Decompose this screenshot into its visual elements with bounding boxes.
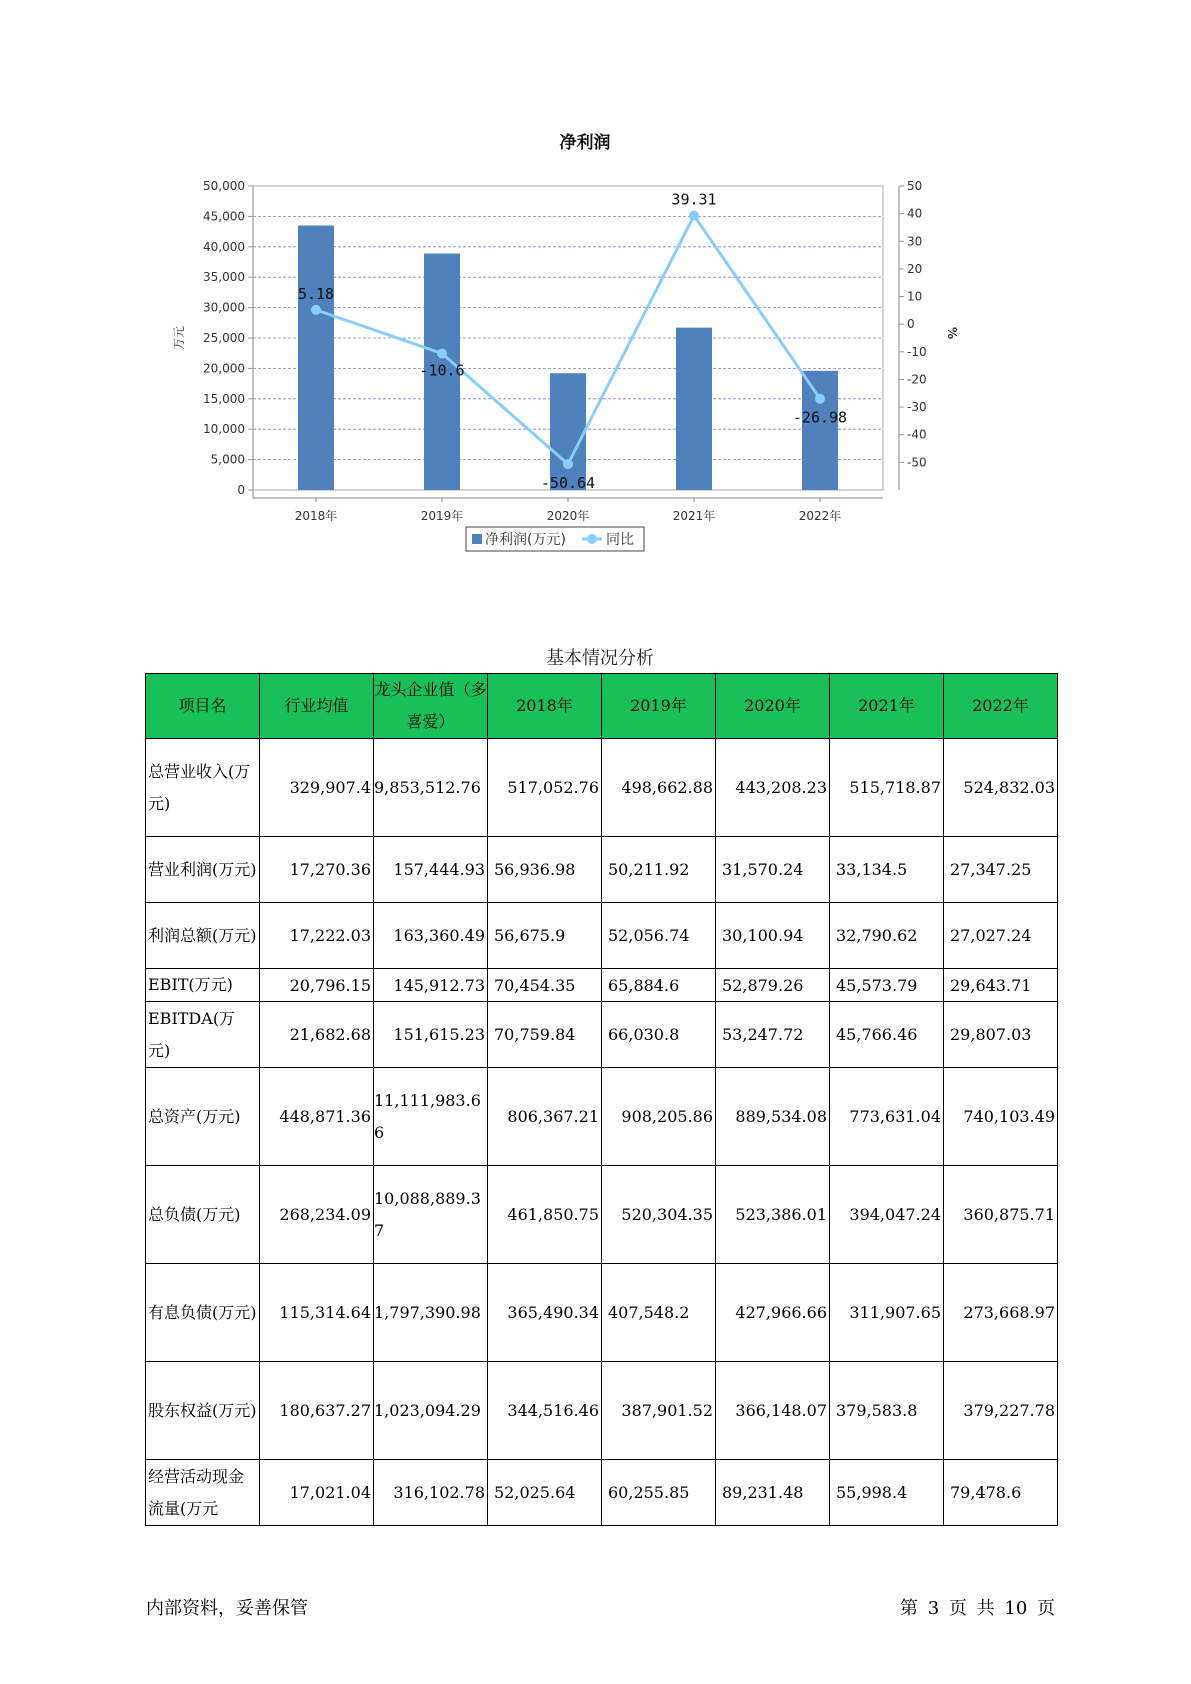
y-axis-label: 万元 [172, 325, 186, 351]
row-label-cell: 利润总额(万元) [146, 903, 260, 969]
row-label-cell: 有息负债(万元) [146, 1264, 260, 1362]
table-cell: 394,047.24 [830, 1166, 944, 1264]
table-cell: 316,102.78 [374, 1460, 488, 1526]
table-cell: 461,850.75 [488, 1166, 602, 1264]
table-cell: 180,637.27 [260, 1362, 374, 1460]
table-header-cell: 项目名 [146, 674, 260, 739]
table-header-cell: 2022年 [944, 674, 1058, 739]
row-label-cell: 经营活动现金流量(万元 [146, 1460, 260, 1526]
yoy-point [815, 394, 825, 404]
table-cell: 11,111,983.66 [374, 1068, 488, 1166]
bar [802, 371, 838, 490]
table-cell: 163,360.49 [374, 903, 488, 969]
net-profit-chart [170, 135, 990, 595]
table-cell: 31,570.24 [716, 837, 830, 903]
legend-label-bar: 净利润(万元) [485, 532, 566, 548]
yoy-data-label: -10.6 [419, 361, 465, 380]
table-header-cell: 2018年 [488, 674, 602, 739]
y2-tick-label: -20 [907, 372, 927, 387]
table-cell: 311,907.65 [830, 1264, 944, 1362]
table-cell: 145,912.73 [374, 969, 488, 1002]
table-cell: 427,966.66 [716, 1264, 830, 1362]
bar [676, 328, 712, 490]
table-cell: 27,347.25 [944, 837, 1058, 903]
chart-title: 净利润 [559, 133, 611, 153]
y-tick-label: 40,000 [203, 239, 245, 254]
y2-tick-label: -40 [907, 427, 927, 442]
footer-page-number: 第 3 页 共 10 页 [900, 1598, 1055, 1619]
table-cell: 52,056.74 [602, 903, 716, 969]
table-cell: 387,901.52 [602, 1362, 716, 1460]
row-label-cell: 总营业收入(万元) [146, 739, 260, 837]
table-cell: 517,052.76 [488, 739, 602, 837]
table-row [146, 1002, 1058, 1068]
table-cell: 89,231.48 [716, 1460, 830, 1526]
table-header-cell: 2020年 [716, 674, 830, 739]
table-cell: 10,088,889.37 [374, 1166, 488, 1264]
y2-tick-label: -30 [907, 400, 927, 415]
table-cell: 21,682.68 [260, 1002, 374, 1068]
yoy-data-label: -26.98 [792, 408, 848, 427]
table-row [146, 969, 1058, 1002]
table-cell: 773,631.04 [830, 1068, 944, 1166]
table-row [146, 1460, 1058, 1526]
table-cell: 448,871.36 [260, 1068, 374, 1166]
table-cell: 56,675.9 [488, 903, 602, 969]
row-label-cell: 总资产(万元) [146, 1068, 260, 1166]
table-cell: 65,884.6 [602, 969, 716, 1002]
x-tick-label: 2021年 [672, 509, 716, 523]
table-cell: 365,490.34 [488, 1264, 602, 1362]
table-cell: 50,211.92 [602, 837, 716, 903]
table-cell: 17,222.03 [260, 903, 374, 969]
table-row [146, 903, 1058, 969]
table-cell: 520,304.35 [602, 1166, 716, 1264]
table-cell: 53,247.72 [716, 1002, 830, 1068]
table-cell: 407,548.2 [602, 1264, 716, 1362]
table-cell: 52,879.26 [716, 969, 830, 1002]
table-cell: 70,454.35 [488, 969, 602, 1002]
table-cell: 379,583.8 [830, 1362, 944, 1460]
table-cell: 344,516.46 [488, 1362, 602, 1460]
y-tick-label: 10,000 [203, 422, 245, 437]
table-cell: 157,444.93 [374, 837, 488, 903]
yoy-data-label: 39.31 [671, 190, 717, 209]
table-cell: 70,759.84 [488, 1002, 602, 1068]
table-cell: 45,766.46 [830, 1002, 944, 1068]
table-cell: 32,790.62 [830, 903, 944, 969]
table-cell: 56,936.98 [488, 837, 602, 903]
y2-tick-label: -10 [907, 344, 927, 359]
legend-label-line: 同比 [606, 532, 634, 548]
yoy-data-label: 5.18 [297, 284, 335, 303]
y-tick-label: 50,000 [203, 179, 245, 193]
table-cell: 268,234.09 [260, 1166, 374, 1264]
yoy-point [689, 211, 699, 221]
table-cell: 806,367.21 [488, 1068, 602, 1166]
table-cell: 20,796.15 [260, 969, 374, 1002]
footer-confidential-note: 内部资料，妥善保管 [146, 1598, 308, 1619]
basic-analysis-table [145, 673, 1058, 1526]
y2-axis-label: % [945, 326, 959, 340]
table-header-cell: 行业均值 [260, 674, 374, 739]
x-tick-label: 2020年 [546, 509, 590, 523]
legend-swatch-dot [587, 534, 597, 544]
x-tick-label: 2022年 [798, 509, 842, 523]
y-tick-label: 20,000 [203, 361, 245, 376]
bar [298, 226, 334, 490]
y-tick-label: 35,000 [203, 270, 245, 285]
y-tick-label: 25,000 [203, 331, 245, 345]
table-cell: 889,534.08 [716, 1068, 830, 1166]
table-cell: 29,807.03 [944, 1002, 1058, 1068]
row-label-cell: 股东权益(万元) [146, 1362, 260, 1460]
table-cell: 379,227.78 [944, 1362, 1058, 1460]
yoy-point [563, 459, 573, 469]
table-cell: 115,314.64 [260, 1264, 374, 1362]
x-tick-label: 2018年 [294, 509, 338, 523]
table-header-cell: 龙头企业值（多喜爱） [374, 674, 488, 739]
table-row [146, 1068, 1058, 1166]
table-cell: 9,853,512.76 [374, 739, 488, 837]
y2-tick-label: -50 [907, 455, 927, 470]
table-cell: 329,907.4 [260, 739, 374, 837]
table-cell: 515,718.87 [830, 739, 944, 837]
table-header-row [146, 674, 1058, 739]
table-caption: 基本情况分析 [546, 648, 654, 669]
y2-tick-label: 20 [907, 261, 923, 276]
table-cell: 273,668.97 [944, 1264, 1058, 1362]
table-cell: 151,615.23 [374, 1002, 488, 1068]
table-cell: 443,208.23 [716, 739, 830, 837]
row-label-cell: EBITDA(万元) [146, 1002, 260, 1068]
table-cell: 524,832.03 [944, 739, 1058, 837]
table-cell: 17,021.04 [260, 1460, 374, 1526]
table-row [146, 1166, 1058, 1264]
table-cell: 498,662.88 [602, 739, 716, 837]
bar [550, 373, 586, 490]
table-cell: 360,875.71 [944, 1166, 1058, 1264]
y-tick-label: 45,000 [203, 209, 245, 224]
row-label-cell: 总负债(万元) [146, 1166, 260, 1264]
table-cell: 45,573.79 [830, 969, 944, 1002]
y-tick-label: 15,000 [203, 391, 245, 406]
yoy-point [311, 305, 321, 315]
y2-tick-label: 50 [907, 179, 923, 193]
x-tick-label: 2019年 [420, 509, 464, 523]
y2-tick-label: 10 [907, 289, 923, 304]
table-cell: 55,998.4 [830, 1460, 944, 1526]
table-row [146, 1264, 1058, 1362]
table-cell: 52,025.64 [488, 1460, 602, 1526]
table-cell: 1,797,390.98 [374, 1264, 488, 1362]
y-tick-label: 5,000 [210, 452, 245, 467]
yoy-data-label: -50.64 [540, 474, 596, 493]
table-cell: 366,148.07 [716, 1362, 830, 1460]
row-label-cell: 营业利润(万元) [146, 837, 260, 903]
table-cell: 66,030.8 [602, 1002, 716, 1068]
table-cell: 1,023,094.29 [374, 1362, 488, 1460]
table-row [146, 739, 1058, 837]
legend-swatch-bar [472, 534, 482, 544]
y2-tick-label: 0 [907, 317, 915, 332]
table-row [146, 837, 1058, 903]
yoy-point [437, 348, 447, 358]
table-cell: 33,134.5 [830, 837, 944, 903]
table-cell: 908,205.86 [602, 1068, 716, 1166]
table-cell: 79,478.6 [944, 1460, 1058, 1526]
table-row [146, 1362, 1058, 1460]
table-cell: 27,027.24 [944, 903, 1058, 969]
y-tick-label: 0 [237, 483, 245, 497]
y2-tick-label: 40 [907, 206, 923, 221]
chart-svg [170, 135, 990, 595]
table-cell: 523,386.01 [716, 1166, 830, 1264]
table-cell: 30,100.94 [716, 903, 830, 969]
table-cell: 17,270.36 [260, 837, 374, 903]
table-cell: 740,103.49 [944, 1068, 1058, 1166]
table-cell: 29,643.71 [944, 969, 1058, 1002]
y-tick-label: 30,000 [203, 300, 245, 315]
y2-tick-label: 30 [907, 234, 923, 249]
table-header-cell: 2019年 [602, 674, 716, 739]
table-cell: 60,255.85 [602, 1460, 716, 1526]
table-header-cell: 2021年 [830, 674, 944, 739]
row-label-cell: EBIT(万元) [146, 969, 260, 1002]
